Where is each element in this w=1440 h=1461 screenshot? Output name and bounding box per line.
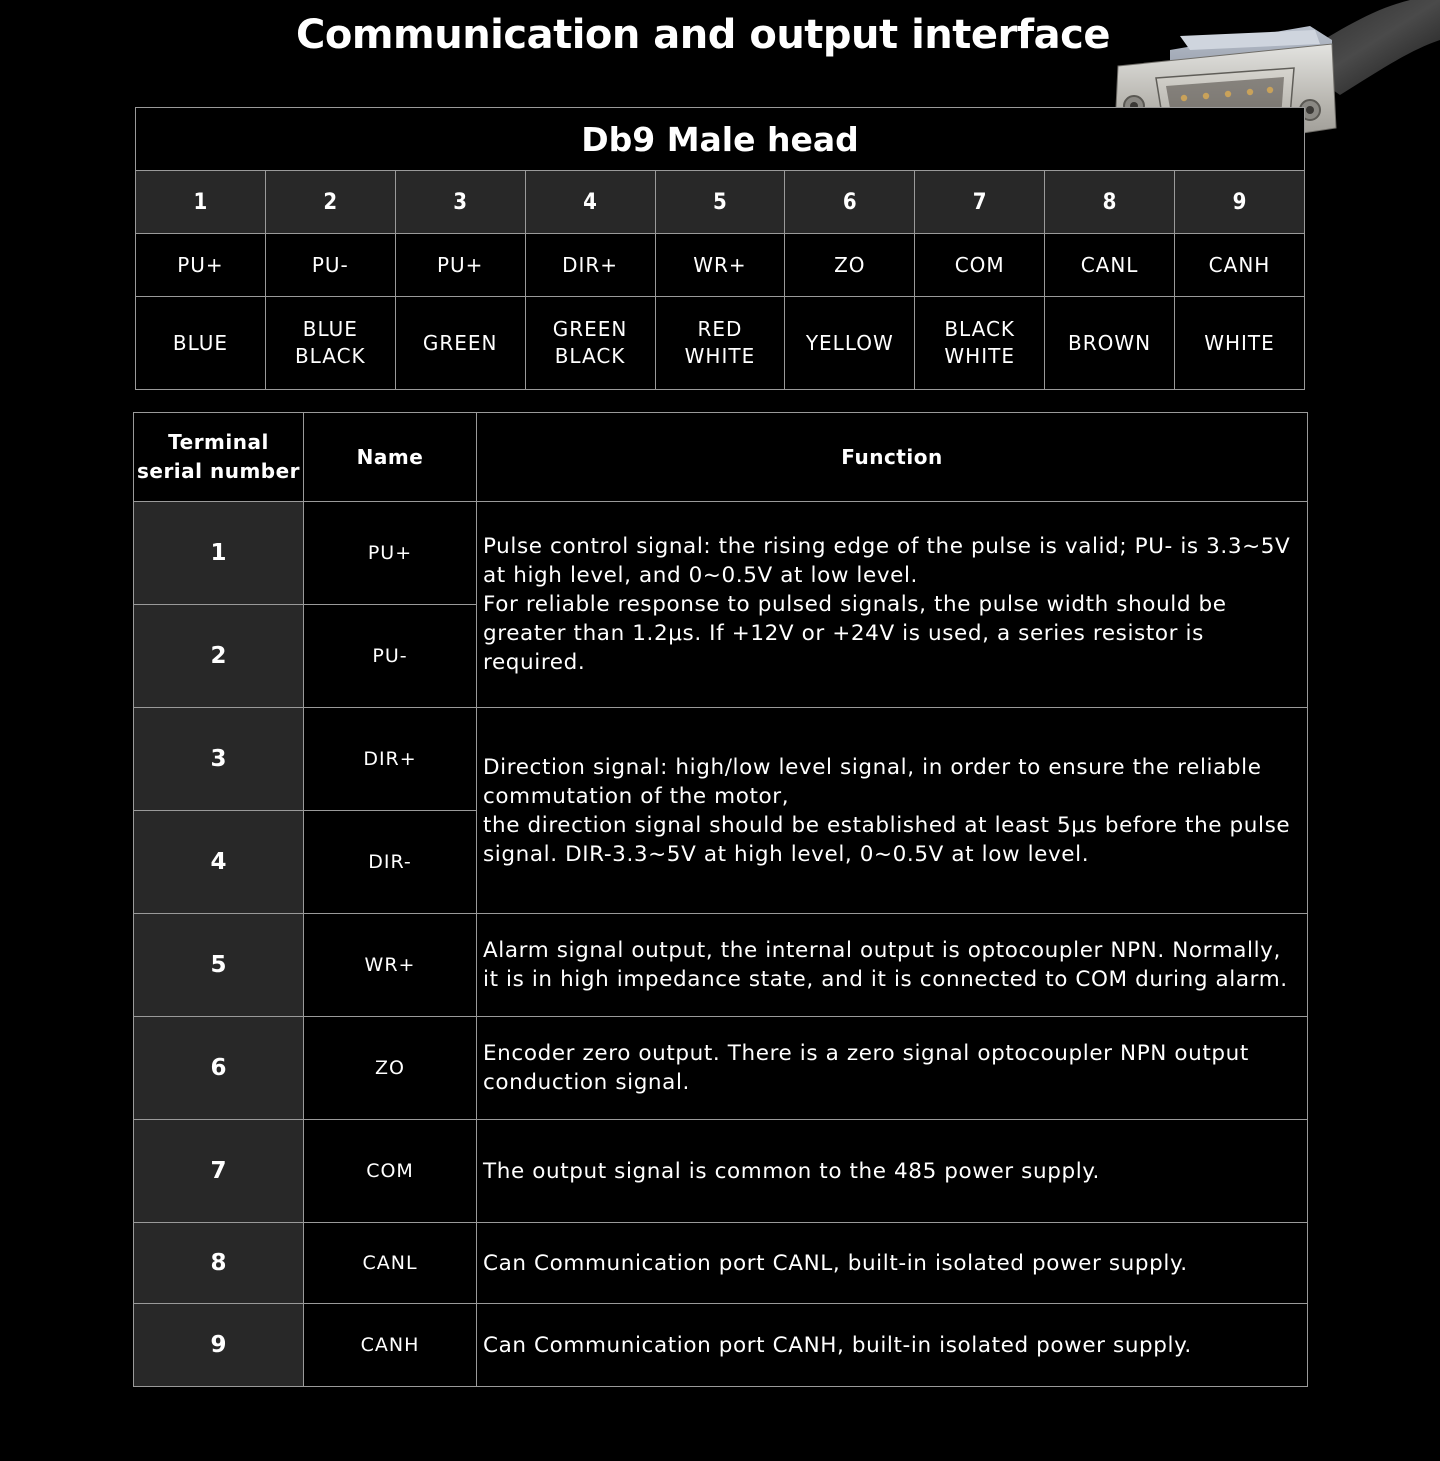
terminal-number: 9 (134, 1304, 304, 1387)
pin-number: 5 (655, 171, 785, 234)
wire-color: GREEN BLACK (525, 297, 655, 390)
pin-signal-row (136, 234, 1305, 297)
terminal-name: CANH (304, 1304, 477, 1387)
function-description: Can Communication port CANL, built-in isolated power supply. (477, 1223, 1308, 1304)
function-description: Encoder zero output. There is a zero signal optocoupler NPN output conduction signal. (477, 1017, 1308, 1120)
terminal-name: PU+ (304, 502, 477, 605)
header-terminal: Terminal serial number (134, 413, 304, 502)
pin-number: 7 (915, 171, 1045, 234)
terminal-name: DIR- (304, 811, 477, 914)
pin-signal: PU- (265, 234, 395, 297)
header-function: Function (477, 413, 1308, 502)
pin-signal: COM (915, 234, 1045, 297)
function-description: Direction signal: high/low level signal, in order to ensure the reliable commutation of the motor, the direction signal should be established at least 5μs before the pulse signal. DIR-3.3~5V at high level, 0~0.5V at low level. (477, 708, 1308, 914)
pin-signal: WR+ (655, 234, 785, 297)
table-row (134, 502, 1308, 605)
terminal-number: 8 (134, 1223, 304, 1304)
function-description: Pulse control signal: the rising edge of the pulse is valid; PU- is 3.3~5V at high level, and 0~0.5V at low level. For reliable response to pulsed signals, the pulse width should be greater than 1.2μs. If +12V or +24V is used, a series resistor is required. (477, 502, 1308, 708)
terminal-number: 2 (134, 605, 304, 708)
pin-signal: ZO (785, 234, 915, 297)
wire-color: GREEN (395, 297, 525, 390)
terminal-name: DIR+ (304, 708, 477, 811)
terminal-number: 1 (134, 502, 304, 605)
table-row (134, 914, 1308, 1017)
terminal-number: 5 (134, 914, 304, 1017)
db9-pin-table (135, 107, 1305, 390)
pin-number: 3 (395, 171, 525, 234)
terminal-name: PU- (304, 605, 477, 708)
function-description: Can Communication port CANH, built-in isolated power supply. (477, 1304, 1308, 1387)
pin-signal: CANL (1045, 234, 1175, 297)
table-row (134, 1223, 1308, 1304)
terminal-number: 3 (134, 708, 304, 811)
pin-signal: CANH (1175, 234, 1305, 297)
terminal-name: COM (304, 1120, 477, 1223)
pin-signal: PU+ (136, 234, 266, 297)
db9-table-title: Db9 Male head (136, 108, 1305, 171)
header-row (134, 413, 1308, 502)
function-description: The output signal is common to the 485 power supply. (477, 1120, 1308, 1223)
terminal-name: ZO (304, 1017, 477, 1120)
terminal-number: 4 (134, 811, 304, 914)
function-description: Alarm signal output, the internal output is optocoupler NPN. Normally, it is in high impedance state, and it is connected to COM during alarm. (477, 914, 1308, 1017)
pin-number: 9 (1175, 171, 1305, 234)
terminal-number: 7 (134, 1120, 304, 1223)
wire-color-row (136, 297, 1305, 390)
terminal-number: 6 (134, 1017, 304, 1120)
header-name: Name (304, 413, 477, 502)
wire-color: BLACK WHITE (915, 297, 1045, 390)
pin-signal: DIR+ (525, 234, 655, 297)
table-row (134, 1017, 1308, 1120)
terminal-name: WR+ (304, 914, 477, 1017)
pin-number: 2 (265, 171, 395, 234)
pin-number-row (136, 171, 1305, 234)
wire-color: YELLOW (785, 297, 915, 390)
wire-color: BLUE (136, 297, 266, 390)
terminal-name: CANL (304, 1223, 477, 1304)
terminal-function-table (133, 412, 1308, 1387)
pin-number: 6 (785, 171, 915, 234)
pin-number: 1 (136, 171, 266, 234)
table-row (134, 1304, 1308, 1387)
pin-number: 4 (525, 171, 655, 234)
table-row (134, 708, 1308, 811)
wire-color: WHITE (1175, 297, 1305, 390)
pin-signal: PU+ (395, 234, 525, 297)
page-title: Communication and output interface (296, 12, 1110, 58)
wire-color: BLUE BLACK (265, 297, 395, 390)
wire-color: RED WHITE (655, 297, 785, 390)
pin-number: 8 (1045, 171, 1175, 234)
wire-color: BROWN (1045, 297, 1175, 390)
table-row (134, 1120, 1308, 1223)
